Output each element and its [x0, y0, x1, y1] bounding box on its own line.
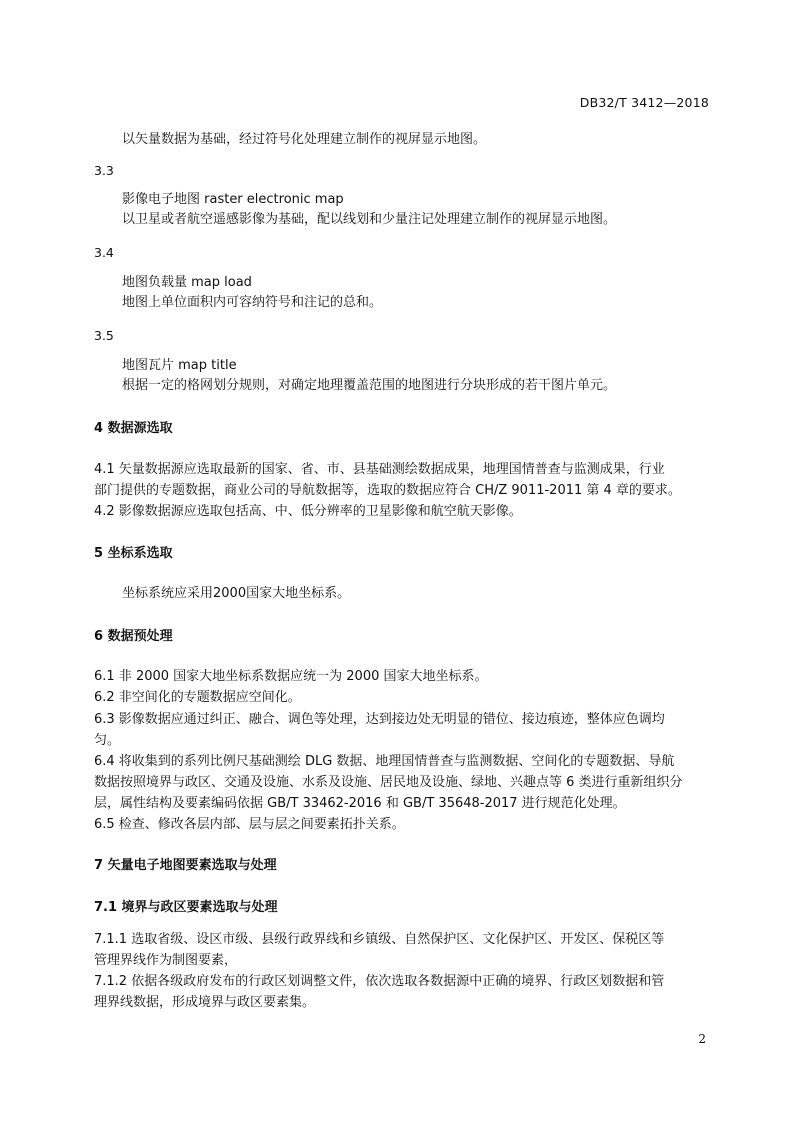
paragraph-line: 6.1 非 2000 国家大地坐标系数据应统一为 2000 国家大地坐标系。 [94, 669, 488, 684]
term-number: 3.4 [94, 245, 114, 260]
term-title: 地图负载量 map load [122, 275, 252, 290]
definition-text: 以卫星或者航空遥感影像为基础，配以线划和少量注记处理建立制作的视屏显示地图。 [122, 212, 617, 227]
paragraph-line: 部门提供的专题数据，商业公司的导航数据等，选取的数据应符合 CH/Z 9011-2011 第 4 章的要求。 [94, 483, 681, 498]
section-heading: 5 坐标系选取 [94, 546, 173, 561]
definition-text: 地图上单位面积内可容纳符号和注记的总和。 [122, 295, 383, 310]
paragraph-line: 理界线数据，形成境界与政区要素集。 [94, 995, 316, 1010]
paragraph-line: 4.2 影像数据源应选取包括高、中、低分辨率的卫星影像和航空航天影像。 [94, 504, 522, 519]
paragraph-line: 6.5 检查、修改各层内部、层与层之间要素拓扑关系。 [94, 817, 405, 832]
paragraph-line: 7.1.2 依据各级政府发布的行政区划调整文件，依次选取各数据源中正确的境界、行政区划数据和管 [94, 974, 665, 989]
paragraph-line: 4.1 矢量数据源应选取最新的国家、省、市、县基础测绘数据成果，地理国情普查与监测成果，行业 [94, 462, 665, 477]
document-code-header: DB32/T 3412—2018 [579, 95, 709, 110]
paragraph-line: 匀。 [94, 733, 121, 748]
paragraph-line: 7.1.1 选取省级、设区市级、县级行政界线和乡镇级、自然保护区、文化保护区、开发区、保税区等 [94, 932, 665, 947]
section-heading: 4 数据源选取 [94, 421, 173, 436]
definition-text: 根据一定的格网划分规则，对确定地理覆盖范围的地图进行分块形成的若干图片单元。 [122, 378, 617, 393]
page-number: 2 [698, 1032, 706, 1046]
paragraph-line: 数据按照境界与政区、交通及设施、水系及设施、居民地及设施、绿地、兴趣点等 6 类进行重新组织分 [94, 775, 683, 790]
term-number: 3.5 [94, 328, 114, 343]
term-title: 地图瓦片 map title [122, 358, 237, 373]
paragraph-line: 管理界线作为制图要素， [94, 953, 238, 968]
section-heading: 6 数据预处理 [94, 629, 173, 644]
term-number: 3.3 [94, 163, 114, 178]
paragraph-line: 层，属性结构及要素编码依据 GB/T 33462-2016 和 GB/T 35648-2017 进行规范化处理。 [94, 796, 626, 811]
subsection-heading: 7.1 境界与政区要素选取与处理 [94, 900, 278, 915]
paragraph-line: 6.3 影像数据应通过纠正、融合、调色等处理，达到接边处无明显的错位、接边痕迹，整体应色调均 [94, 712, 665, 727]
paragraph-line: 坐标系统应采用2000国家大地坐标系。 [122, 586, 351, 601]
paragraph-line: 6.2 非空间化的专题数据应空间化。 [94, 690, 301, 705]
definition-text: 以矢量数据为基础，经过符号化处理建立制作的视屏显示地图。 [122, 132, 487, 147]
section-heading: 7 矢量电子地图要素选取与处理 [94, 858, 277, 873]
paragraph-line: 6.4 将收集到的系列比例尺基础测绘 DLG 数据、地理国情普查与监测数据、空间化的专题数据、导航 [94, 754, 675, 769]
term-title: 影像电子地图 raster electronic map [122, 192, 344, 207]
